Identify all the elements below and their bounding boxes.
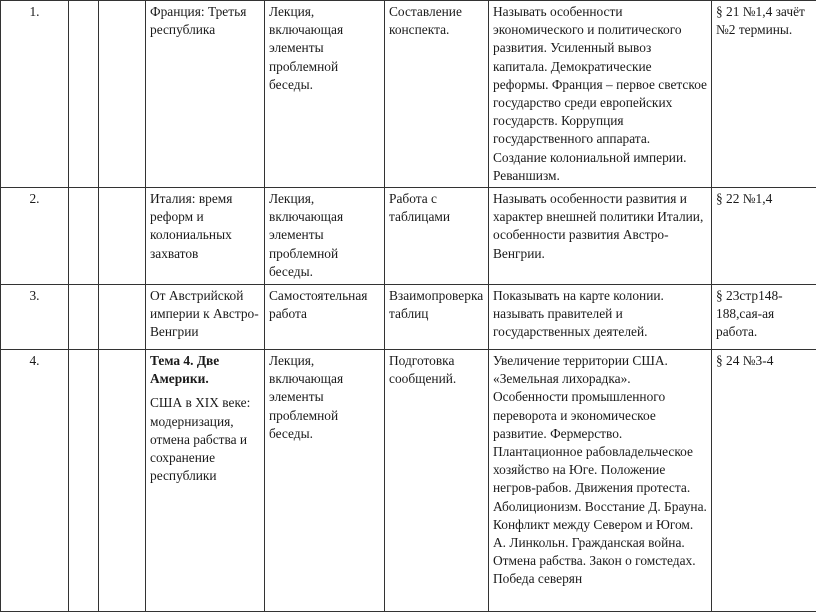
lesson-topic-cell	[146, 350, 265, 612]
table-row	[1, 350, 816, 612]
row-number: 1.	[1, 1, 69, 188]
student-activity: Показывать на карте колонии. называть правителей и государственных деятелей.	[489, 285, 712, 350]
empty-cell	[69, 188, 99, 285]
topic-heading: Тема 4. Две Америки.	[150, 352, 260, 388]
lesson-form: Лекция, включающая элементы проблемной беседы.	[265, 1, 385, 188]
control-type: Составление конспекта.	[385, 1, 489, 188]
empty-cell	[99, 188, 146, 285]
empty-cell	[69, 1, 99, 188]
empty-cell	[99, 1, 146, 188]
student-activity: Увеличение территории США. «Земельная лихорадка». Особенности промышленного переворота и экономическое развитие. Фермерство. Плантационное рабовладельческое хозяйство на Юге. Положение негров-рабов. Движения протеста. Аболиционизм. Восстание Д. Брауна. Конфликт между Севером и Югом. А. Линкольн. Гражданская война. Отмена рабства. Закон о гомстедах. Победа северян	[489, 350, 712, 612]
empty-cell	[69, 285, 99, 350]
homework: § 23стр148-188,сая-ая работа.	[712, 285, 816, 350]
homework: § 24 №3-4	[712, 350, 816, 612]
lesson-form: Лекция, включающая элементы проблемной беседы.	[265, 188, 385, 285]
control-type: Взаимопроверка таблиц	[385, 285, 489, 350]
table-row	[1, 1, 816, 188]
row-number: 2.	[1, 188, 69, 285]
table-row	[1, 285, 816, 350]
lesson-topic: США в XIX веке: модернизация, отмена рабства и сохранение республики	[150, 394, 260, 485]
control-type: Работа с таблицами	[385, 188, 489, 285]
lesson-topic: Италия: время реформ и колониальных захватов	[146, 188, 265, 285]
student-activity: Называть особенности экономического и политического развития. Усиленный вывоз капитала. Демократические реформы. Франция – первое светское государство среди европейских государств. Коррупция государственного аппарата. Создание колониальной империи. Реваншизм.	[489, 1, 712, 188]
control-type: Подготовка сообщений.	[385, 350, 489, 612]
lesson-topic: Франция: Третья республика	[146, 1, 265, 188]
homework: § 21 №1,4 зачёт №2 термины.	[712, 1, 816, 188]
row-number: 4.	[1, 350, 69, 612]
homework: § 22 №1,4	[712, 188, 816, 285]
lesson-topic: От Австрийской империи к Австро-Венгрии	[146, 285, 265, 350]
empty-cell	[99, 285, 146, 350]
empty-cell	[99, 350, 146, 612]
lesson-form: Самостоятельная работа	[265, 285, 385, 350]
table-row	[1, 188, 816, 285]
lesson-form: Лекция, включающая элементы проблемной беседы.	[265, 350, 385, 612]
empty-cell	[69, 350, 99, 612]
student-activity: Называть особенности развития и характер внешней политики Италии, особенности развития Австро-Венгрии.	[489, 188, 712, 285]
row-number: 3.	[1, 285, 69, 350]
